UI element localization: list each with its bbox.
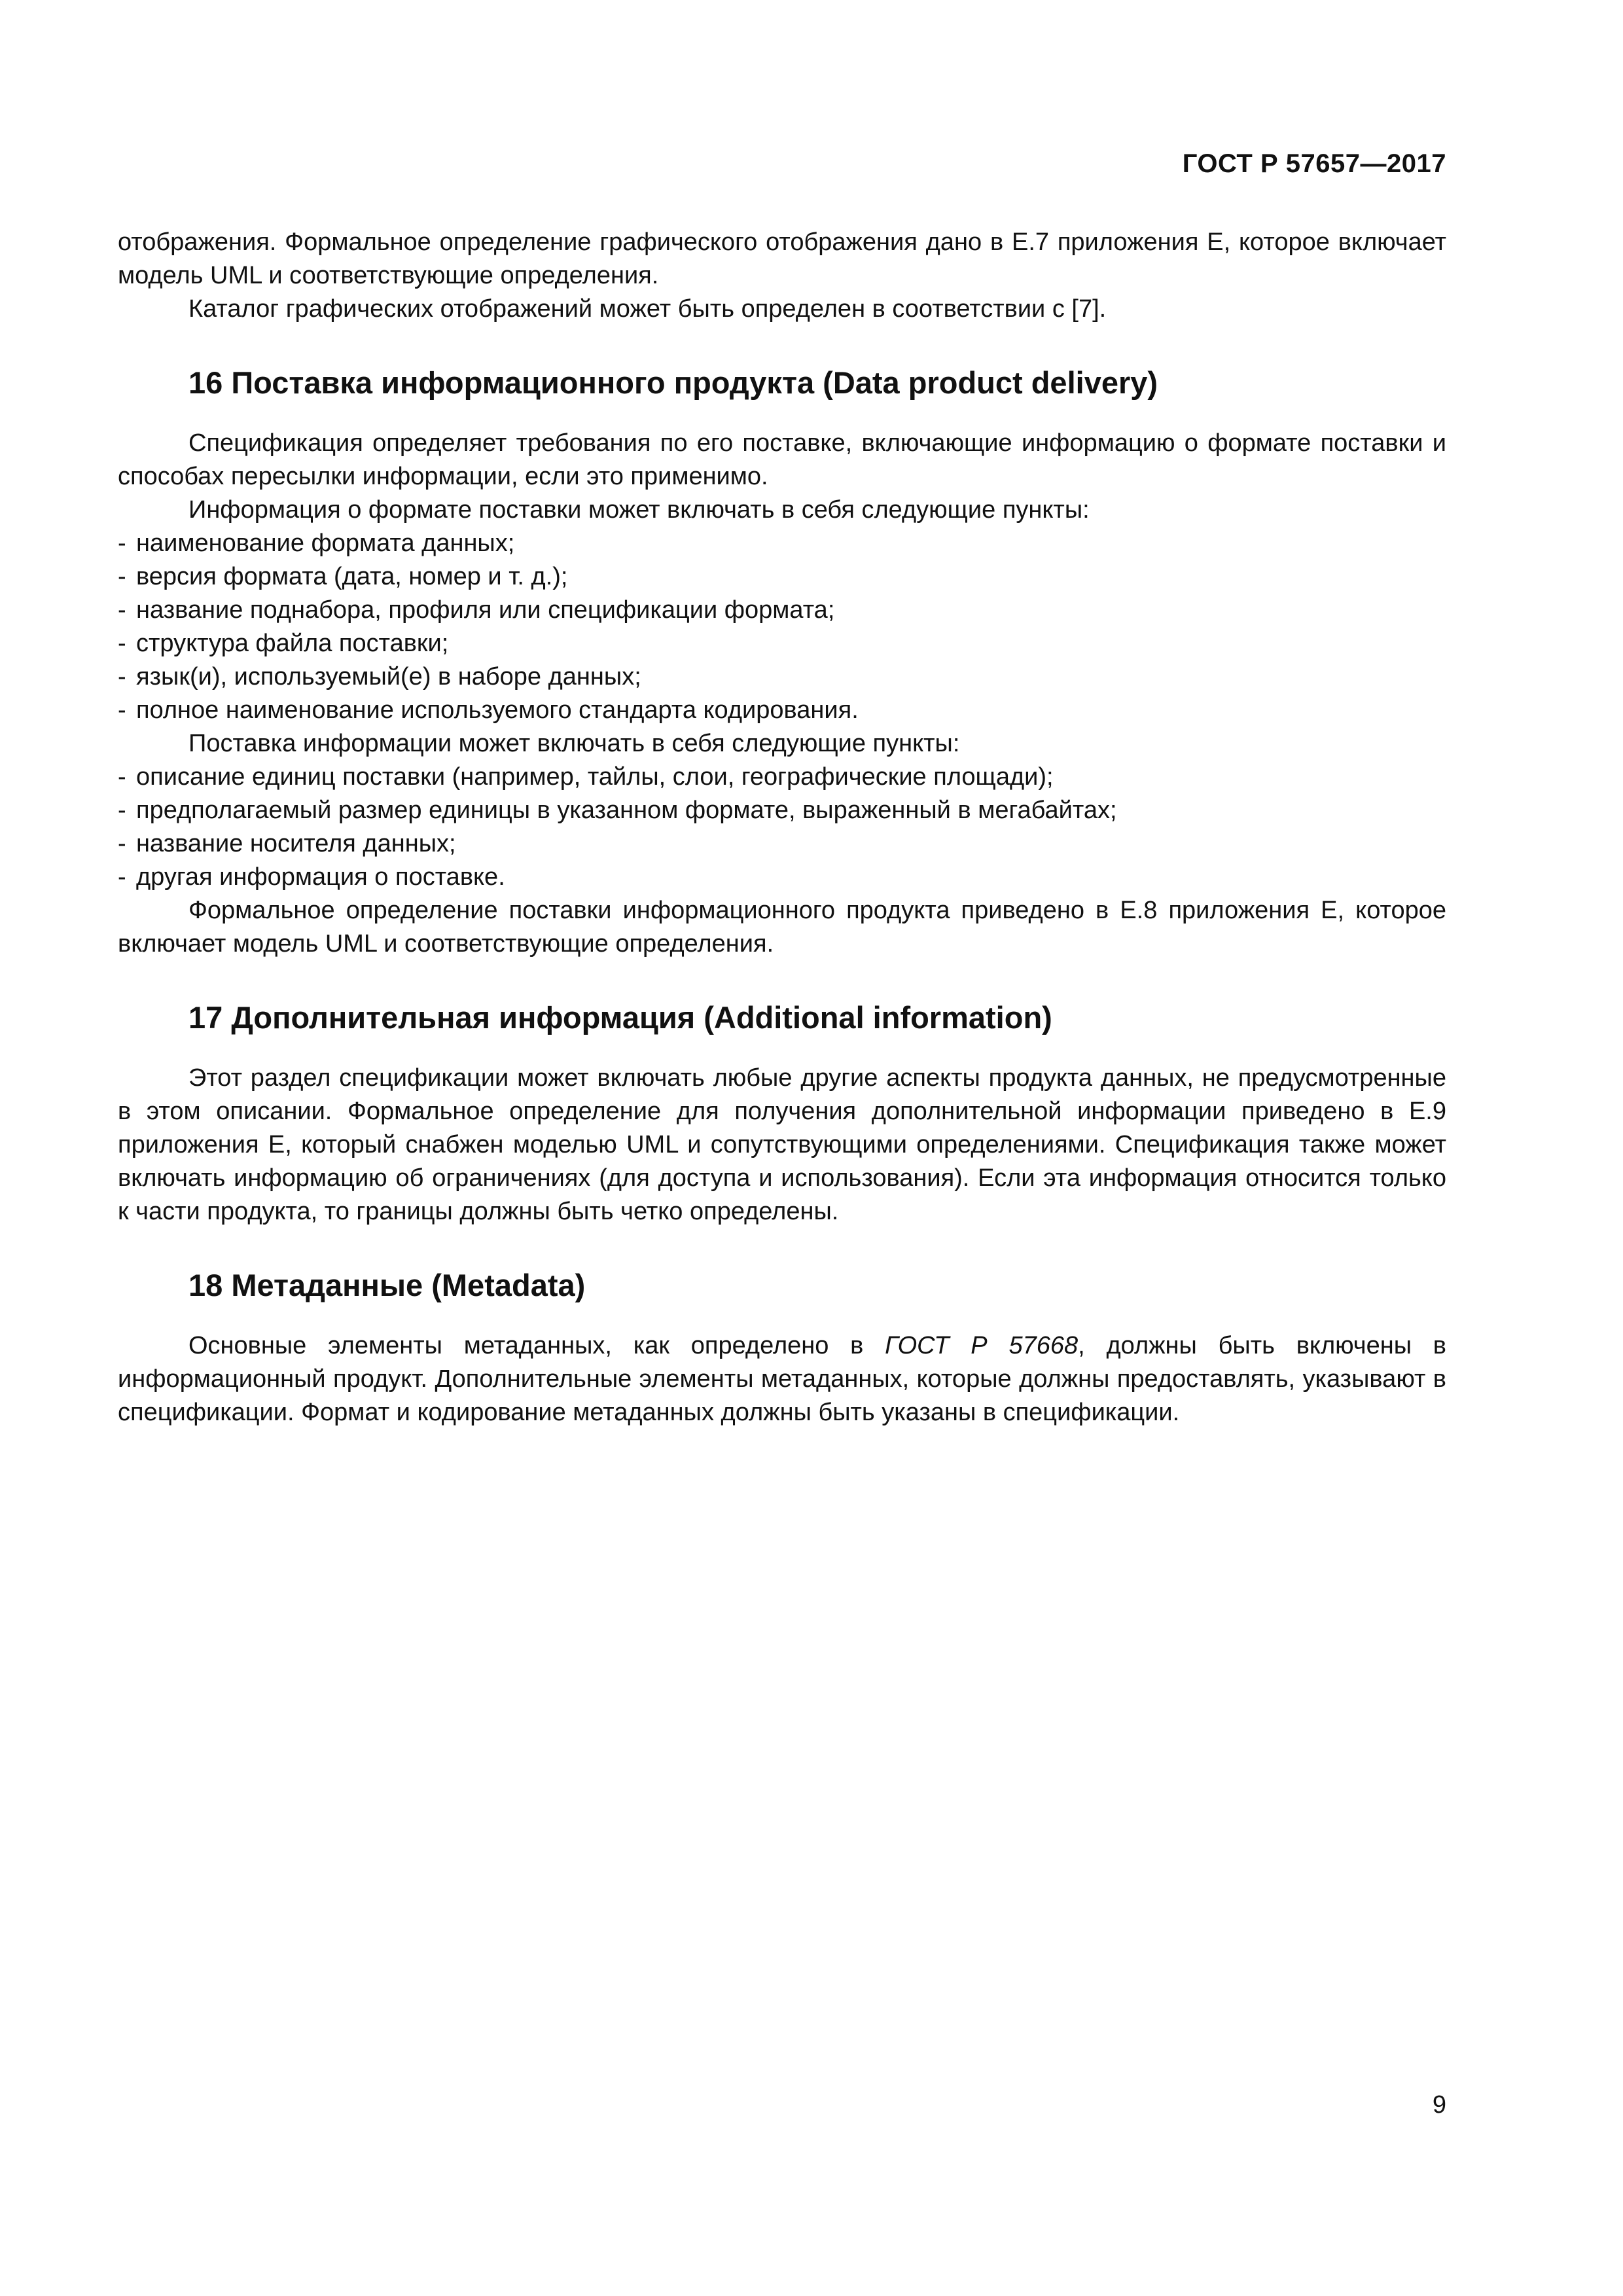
list-item: - версия формата (дата, номер и т. д.); <box>118 560 1446 594</box>
list-item: - другая информация о поставке. <box>118 861 1446 894</box>
intro-paragraph-1: отображения. Формальное определение графического отображения дано в Е.7 приложения Е, которое включает модель UML и соответствующие определения. <box>118 228 1446 289</box>
format-items-list <box>118 527 1446 727</box>
list-item: - название носителя данных; <box>118 827 1446 861</box>
standard-reference: ГОСТ Р 57668 <box>885 1332 1079 1359</box>
list-item: - название поднабора, профиля или спецификации формата; <box>118 594 1446 627</box>
list-marker: - <box>118 529 126 557</box>
list-marker: - <box>118 696 126 724</box>
list-marker: - <box>118 663 126 691</box>
section-16-heading: 16 Поставка информационного продукта (Data product delivery) <box>188 365 1158 400</box>
section-16-paragraph-4: Формальное определение поставки информационного продукта приведено в Е.8 приложения Е, которое включает модель UML и соответствующие определения. <box>118 897 1446 958</box>
list-item: - наименование формата данных; <box>118 527 1446 560</box>
section-17-heading: 17 Дополнительная информация (Additional information) <box>188 1000 1052 1035</box>
list-item: - полное наименование используемого стандарта кодирования. <box>118 694 1446 727</box>
intro-paragraph-2: Каталог графических отображений может быть определен в соответствии с [7]. <box>188 295 1107 323</box>
section-18-heading: 18 Метаданные (Metadata) <box>188 1268 586 1302</box>
list-marker: - <box>118 763 126 791</box>
list-marker: - <box>118 630 126 657</box>
list-item: - предполагаемый размер единицы в указанном формате, выраженный в мегабайтах; <box>118 794 1446 827</box>
section-16-paragraph-2: Информация о формате поставки может включать в себя следующие пункты: <box>188 496 1090 524</box>
page-number: 9 <box>1432 2091 1446 2119</box>
document-body <box>118 226 1446 1429</box>
list-marker: - <box>118 863 126 891</box>
section-18-paragraph-1: Основные элементы метаданных, как определено в ГОСТ Р 57668, должны быть включены в информационный продукт. Дополнительные элементы метаданных, которые должны предоставлять, указывают в спецификации. Формат и кодирование метаданных должны быть указаны в спецификации. <box>118 1332 1446 1426</box>
list-item: - описание единиц поставки (например, тайлы, слои, географические площади); <box>118 761 1446 794</box>
delivery-items-list <box>118 761 1446 894</box>
list-marker: - <box>118 830 126 857</box>
list-marker: - <box>118 797 126 824</box>
list-marker: - <box>118 596 126 624</box>
list-item: - структура файла поставки; <box>118 627 1446 660</box>
section-16-paragraph-3: Поставка информации может включать в себя следующие пункты: <box>188 730 960 757</box>
list-item: - язык(и), используемый(е) в наборе данных; <box>118 660 1446 694</box>
section-16-paragraph-1: Спецификация определяет требования по его поставке, включающие информацию о формате поставки и способах пересылки информации, если это применимо. <box>118 429 1446 490</box>
list-marker: - <box>118 563 126 590</box>
section-17-paragraph-1: Этот раздел спецификации может включать любые другие аспекты продукта данных, не предусмотренные в этом описании. Формальное определение для получения дополнительной информации приведено в Е.9 приложения Е, который снабжен моделью UML и сопутствующими определениями. Спецификация также может включать информацию об ограничениях (для доступа и использования). Если эта информация относится только к части продукта, то границы должны быть четко определены. <box>118 1064 1446 1225</box>
document-header: ГОСТ Р 57657—2017 <box>1182 149 1446 178</box>
